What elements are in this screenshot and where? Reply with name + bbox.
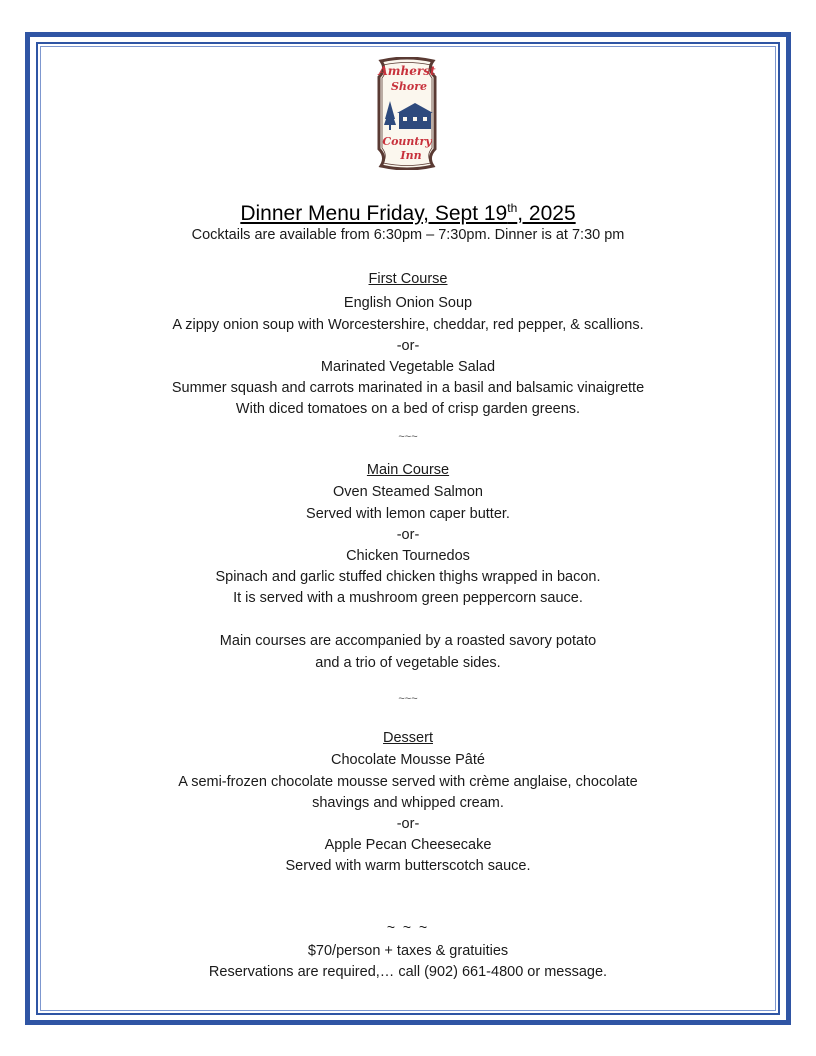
first-course-heading: First Course [368,271,448,287]
main-course-dish2-name: Chicken Tournedos [346,548,470,564]
main-course-dish2-desc1: Spinach and garlic stuffed chicken thighs wrapped in bacon. [215,569,601,585]
dessert-or: -or- [396,816,420,832]
logo-text-shore: Shore [390,80,428,93]
cocktails-note: Cocktails are available from 6:30pm – 7:30pm. Dinner is at 7:30 pm [191,227,625,243]
first-course-dish2-desc1: Summer squash and carrots marinated in a basil and balsamic vinaigrette [171,380,645,396]
first-course-or: -or- [396,338,420,354]
section-separator-2: ~~~ [398,693,418,705]
dessert-dish1-desc2: shavings and whipped cream. [312,795,504,811]
dessert-dish2-desc: Served with warm butterscotch sauce. [285,858,531,874]
dessert-dish2-name: Apple Pecan Cheesecake [324,837,492,853]
dessert-dish1-name: Chocolate Mousse Pâté [331,752,485,768]
logo-text-inn: Inn [400,149,422,162]
first-course-dish2-desc2: With diced tomatoes on a bed of crisp garden greens. [235,401,581,417]
main-course-or: -or- [396,527,420,543]
first-course-dish1-name: English Onion Soup [343,295,473,311]
page-title: Dinner Menu Friday, Sept 19th, 2025 [240,201,576,225]
reservations-line: Reservations are required,… call (902) 661-4800 or message. [208,964,608,980]
main-course-dish1-name: Oven Steamed Salmon [333,484,483,500]
section-separator-1: ~~~ [398,431,418,443]
dessert-heading: Dessert [383,730,433,746]
main-course-dish1-desc: Served with lemon caper butter. [306,506,510,522]
inn-logo [367,57,447,170]
price-line: $70/person + taxes & gratuities [307,943,509,959]
main-course-note2: and a trio of vegetable sides. [315,655,501,671]
main-course-heading: Main Course [366,462,450,478]
first-course-dish2-name: Marinated Vegetable Salad [320,359,496,375]
main-course-note1: Main courses are accompanied by a roasted savory potato [219,633,597,649]
dessert-dish1-desc1: A semi-frozen chocolate mousse served with crème anglaise, chocolate [178,774,638,790]
logo-text-country: Country [382,135,432,148]
footer-separator: ~ ~ ~ [386,919,430,935]
logo-text-amherst: Amherst [378,64,436,78]
first-course-dish1-desc: A zippy onion soup with Worcestershire, cheddar, red pepper, & scallions. [172,317,644,333]
main-course-dish2-desc2: It is served with a mushroom green peppercorn sauce. [233,590,583,606]
